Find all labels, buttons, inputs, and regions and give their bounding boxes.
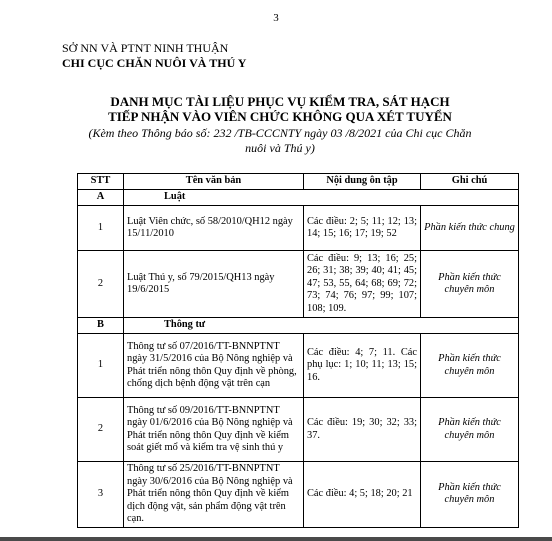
row-document-name: Luật Viên chức, số 58/2010/QH12 ngày 15/11/2010 xyxy=(124,206,304,251)
section-code: B xyxy=(78,318,124,334)
row-document-name: Thông tư số 25/2016/TT-BNNPTNT ngày 30/6/2016 của Bộ Nông nghiệp và Phát triển nông thôn Quy định về kiểm dịch động vật, sản phẩm động vật trên cạn. xyxy=(124,462,304,528)
row-document-name: Thông tư số 07/2016/TT-BNNPTNT ngày 31/5/2016 của Bộ Nông nghiệp và Phát triển nông thôn Quy định về phòng, chống dịch bệnh động vật trên cạn xyxy=(124,334,304,398)
document-list-table xyxy=(77,173,519,528)
title-line-1: DANH MỤC TÀI LIỆU PHỤC VỤ KIỂM TRA, SÁT HẠCH xyxy=(110,94,450,109)
row-document-name: Luật Thú y, số 79/2015/QH13 ngày 19/6/2015 xyxy=(124,251,304,318)
row-review-content: Các điều: 19; 30; 32; 33; 37. xyxy=(304,398,421,462)
row-note: Phần kiến thức chuyên môn xyxy=(421,462,519,528)
header-note: Ghi chú xyxy=(421,174,519,190)
row-review-content: Các điều: 4; 7; 11. Các phụ lục: 1; 10; 11; 13; 15; 16. xyxy=(304,334,421,398)
parent-agency: SỞ NN VÀ PTNT NINH THUẬN xyxy=(62,41,229,55)
table-row xyxy=(78,206,519,251)
department-name: CHI CỤC CHĂN NUÔI VÀ THÚ Y xyxy=(62,56,247,70)
row-note: Phần kiến thức chung xyxy=(421,206,519,251)
row-stt: 2 xyxy=(78,251,124,318)
table-row xyxy=(78,462,519,528)
page-number: 3 xyxy=(273,12,279,24)
row-review-content: Các điều: 2; 5; 11; 12; 13; 14; 15; 16; 17; 19; 52 xyxy=(304,206,421,251)
row-note: Phần kiến thức chuyên môn xyxy=(421,334,519,398)
section-row-a xyxy=(78,190,519,206)
table-header-row xyxy=(78,174,519,190)
section-row-b xyxy=(78,318,519,334)
section-label: Luật xyxy=(124,190,519,206)
row-stt: 1 xyxy=(78,334,124,398)
header-name: Tên văn bản xyxy=(124,174,304,190)
row-stt: 3 xyxy=(78,462,124,528)
table-row xyxy=(78,251,519,318)
row-document-name: Thông tư số 09/2016/TT-BNNPTNT ngày 01/6/2016 của Bộ Nông nghiệp và Phát triển nông thôn Quy định về kiểm soát giết mổ và kiểm tra vệ sinh thú y xyxy=(124,398,304,462)
table-row xyxy=(78,398,519,462)
page-bottom-edge xyxy=(0,537,552,541)
table-row xyxy=(78,334,519,398)
section-label: Thông tư xyxy=(124,318,519,334)
row-review-content: Các điều: 9; 13; 16; 25; 26; 31; 38; 39; 40; 41; 45; 47; 53, 55, 64; 68; 69; 72; 73; 74; 76; 97; 99; 107; 108; 109. xyxy=(304,251,421,318)
section-code: A xyxy=(78,190,124,206)
row-stt: 2 xyxy=(78,398,124,462)
agency-header xyxy=(62,41,246,71)
header-stt: STT xyxy=(78,174,124,190)
document-title xyxy=(60,94,500,124)
row-note: Phần kiến thức chuyên môn xyxy=(421,398,519,462)
title-line-2: TIẾP NHẬN VÀO VIÊN CHỨC KHÔNG QUA XÉT TUYỂN xyxy=(108,109,452,124)
row-note: Phần kiến thức chuyên môn xyxy=(421,251,519,318)
document-subtitle: (Kèm theo Thông báo số: 232 /TB-CCCNTY ngày 03 /8/2021 của Chi cục Chăn nuôi và Thú y) xyxy=(88,126,472,155)
header-content: Nội dung ôn tập xyxy=(304,174,421,190)
row-stt: 1 xyxy=(78,206,124,251)
row-review-content: Các điều: 4; 5; 18; 20; 21 xyxy=(304,462,421,528)
